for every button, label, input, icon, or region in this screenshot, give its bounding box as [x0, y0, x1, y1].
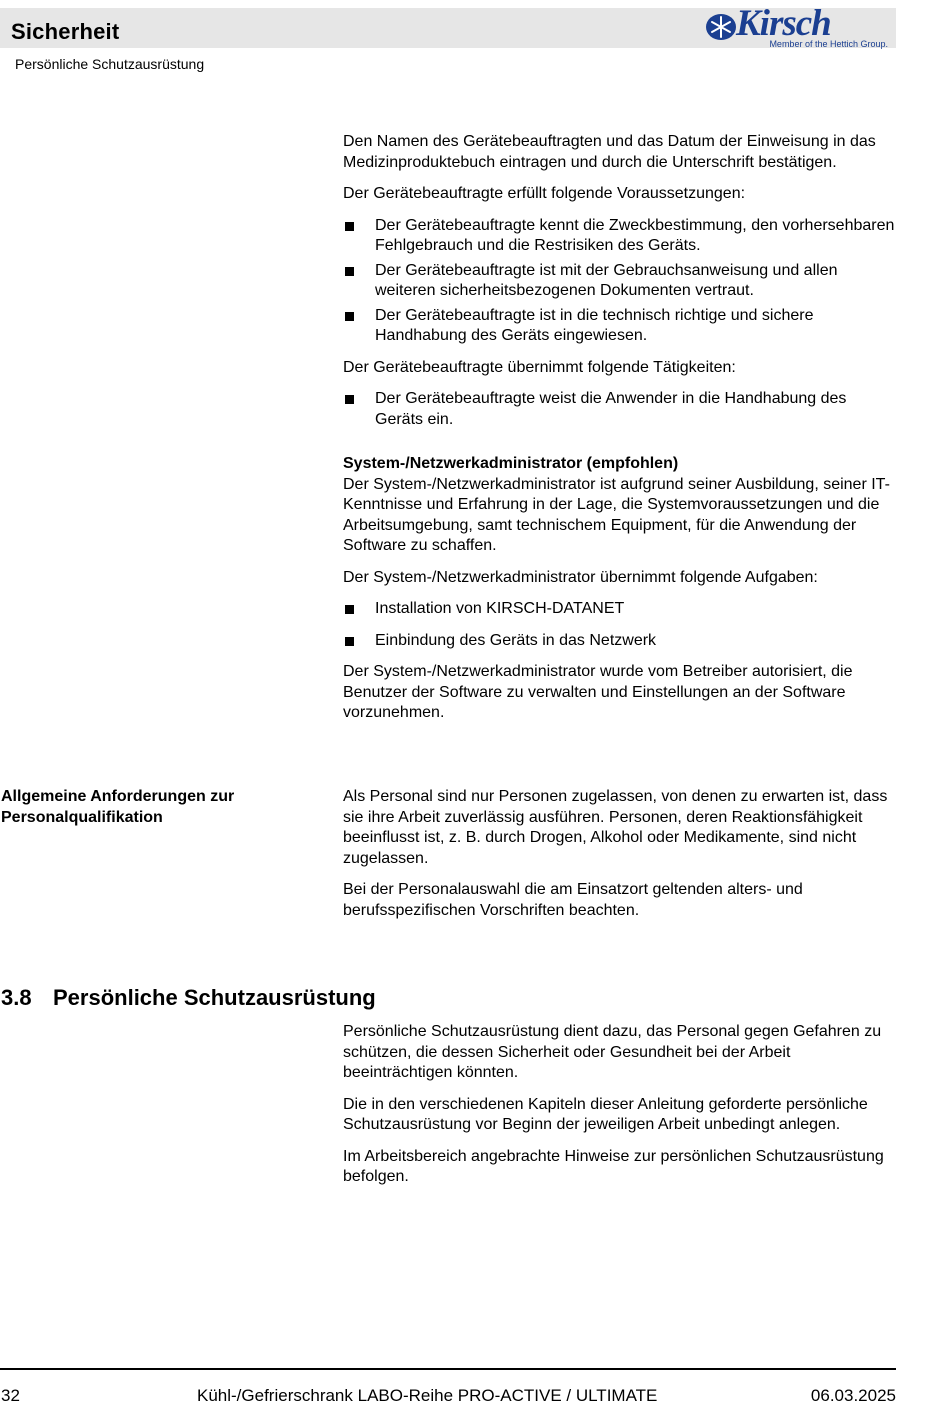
- document-date: 06.03.2025: [810, 1386, 896, 1405]
- document-title: Kühl-/Gefrierschrank LABO-Reihe PRO-ACTIVE / ULTIMATE: [197, 1386, 658, 1405]
- ppe-paragraph: Im Arbeitsbereich angebrachte Hinweise zur persönlichen Schutzausrüstung befolgen.: [343, 1147, 884, 1185]
- bullet-square-icon: [345, 312, 354, 321]
- kirsch-logo: [704, 3, 892, 50]
- admin-paragraph: Der System-/Netzwerkadministrator ist aufgrund seiner Ausbildung, seiner IT-Kenntnisse und Erfahrung in der Lage, die Systemvoraussetzungen und die Arbeitsumgebung, samt technischem Equipment, für die Anwendung der Software zu schaffen.: [343, 475, 890, 554]
- bullet-square-icon: [345, 222, 354, 231]
- admin-heading: System-/Netzwerkadministrator (empfohlen): [343, 455, 679, 472]
- ppe-paragraph: Persönliche Schutzausrüstung dient dazu, das Personal gegen Gefahren zu schützen, die dessen Sicherheit oder Gesundheit bei der Arbeit beeinträchtigen könnten.: [343, 1023, 882, 1081]
- chapter-title: Persönliche Schutzausrüstung: [53, 985, 376, 1010]
- tasks-list: [343, 389, 896, 430]
- list-item: Einbindung des Geräts in das Netzwerk: [343, 631, 896, 652]
- ppe-paragraph: Die in den verschiedenen Kapiteln dieser Anleitung geforderte persönliche Schutzausrüstung vor Beginn der jeweiligen Arbeit unbedingt anlegen.: [343, 1095, 868, 1133]
- intro-paragraph: Den Namen des Gerätebeauftragten und das Datum der Einweisung in das Medizinproduktebuch eintragen und durch die Unterschrift bestätigen.: [343, 133, 876, 171]
- page-title: Sicherheit: [11, 19, 120, 44]
- logo-wordmark: Kirsch: [736, 3, 831, 44]
- qualification-section: [343, 787, 896, 932]
- qualification-side-heading: Allgemeine Anforderungen zur Personalqualifikation: [1, 788, 235, 826]
- list-item: Installation von KIRSCH-DATANET: [343, 599, 896, 620]
- footer-divider: [0, 1368, 896, 1370]
- requirements-list: [343, 216, 896, 347]
- qualification-paragraph: Bei der Personalauswahl die am Einsatzort geltenden alters- und berufsspezifischen Vorschriften beachten.: [343, 881, 803, 919]
- tasks-intro: Der Gerätebeauftragte übernimmt folgende Tätigkeiten:: [343, 358, 736, 376]
- bullet-square-icon: [345, 637, 354, 646]
- chapter-number: 3.8: [1, 985, 32, 1010]
- list-item: Der Gerätebeauftragte kennt die Zweckbestimmung, den vorhersehbaren Fehlgebrauch und die Restrisiken des Geräts.: [343, 216, 896, 257]
- bullet-square-icon: [345, 395, 354, 404]
- main-content: [343, 132, 896, 735]
- admin-tasks-list: [343, 599, 896, 651]
- list-item: Der Gerätebeauftragte weist die Anwender in die Handhabung des Geräts ein.: [343, 389, 896, 430]
- admin-tasks-intro: Der System-/Netzwerkadministrator übernimmt folgende Aufgaben:: [343, 568, 818, 586]
- snowflake-icon: [704, 12, 738, 42]
- requirements-intro: Der Gerätebeauftragte erfüllt folgende Voraussetzungen:: [343, 185, 746, 202]
- list-item: Der Gerätebeauftragte ist mit der Gebrauchsanweisung und allen weiteren sicherheitsbezogenen Dokumenten vertraut.: [343, 261, 896, 302]
- chapter-heading: [1, 985, 376, 1011]
- list-item: Der Gerätebeauftragte ist in die technisch richtige und sichere Handhabung des Geräts eingewiesen.: [343, 306, 896, 347]
- bullet-square-icon: [345, 267, 354, 276]
- section-subtitle: Persönliche Schutzausrüstung: [15, 56, 205, 72]
- bullet-square-icon: [345, 605, 354, 614]
- admin-authorization-paragraph: Der System-/Netzwerkadministrator wurde vom Betreiber autorisiert, die Benutzer der Software zu verwalten und Einstellungen an der Software vorzunehmen.: [343, 663, 853, 721]
- page-number: 32: [1, 1386, 20, 1405]
- qualification-paragraph: Als Personal sind nur Personen zugelassen, von denen zu erwarten ist, dass sie ihre Arbeit zuverlässig ausführen. Personen, deren Reaktionsfähigkeit beeinflusst ist, z. B. durch Drogen, Alkohol oder Medikamente, sind nicht zugelassen.: [343, 788, 888, 867]
- ppe-section: [343, 1022, 896, 1199]
- logo-tagline: Member of the Hettich Group.: [769, 39, 888, 49]
